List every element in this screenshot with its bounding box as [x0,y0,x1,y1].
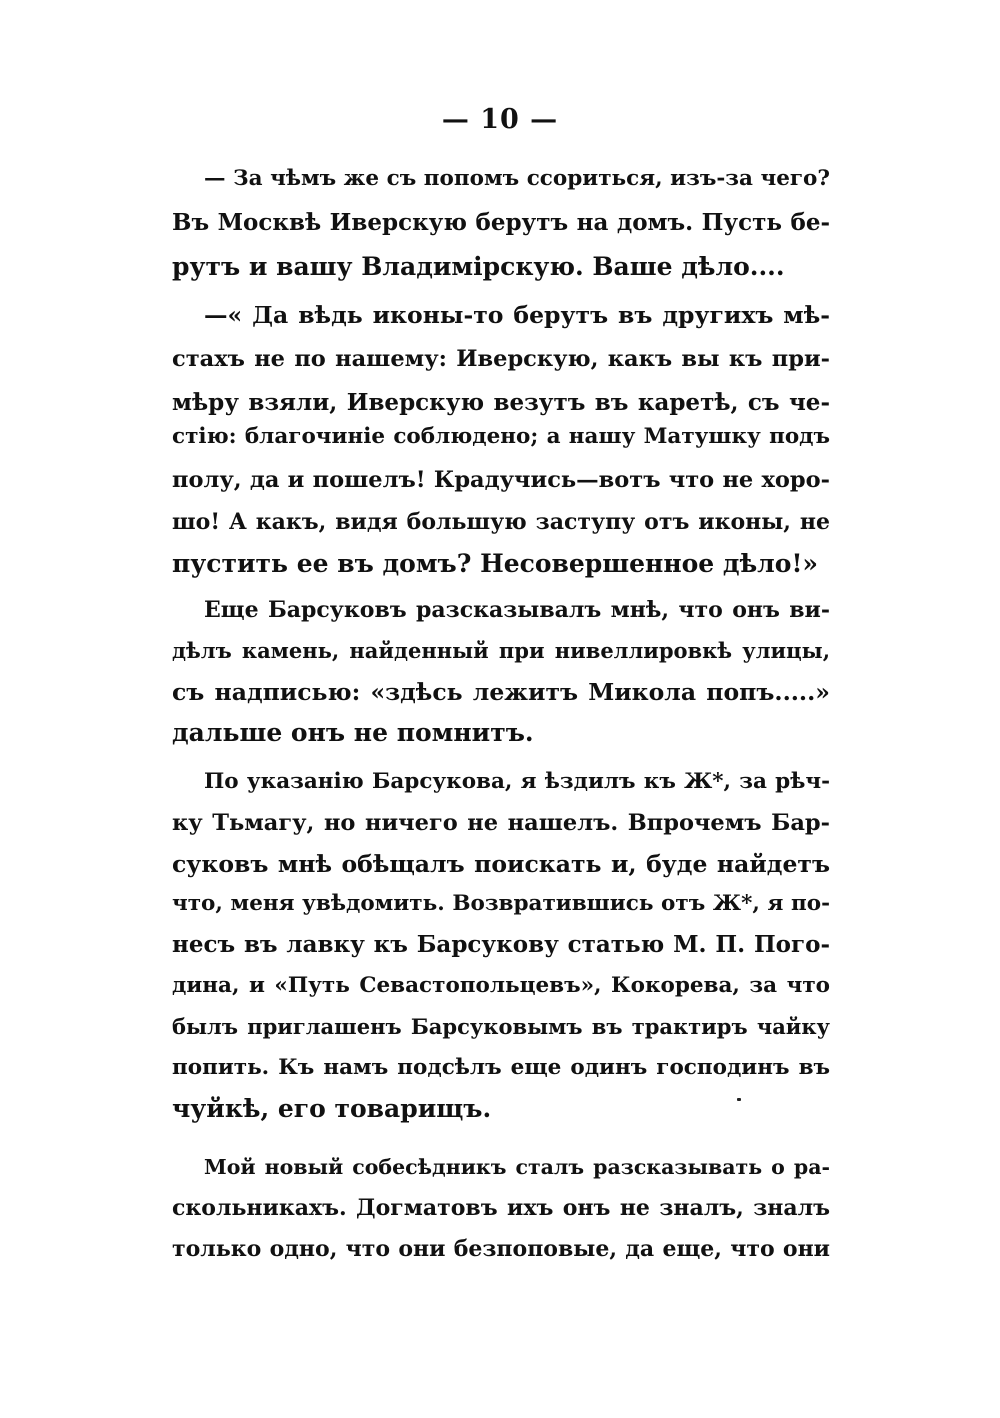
text-line: дѣлъ камень, найденный при нивеллировкѣ улицы, [172,638,830,663]
text-line: что, меня увѣдомить. Возвратившись отъ Ж*, я по- [172,891,830,916]
text-line: стію: благочиніе соблюдено; а нашу Матушку подъ [172,424,830,449]
text-line: мѣру взяли, Иверскую везутъ въ каретѣ, съ че- [172,389,830,416]
text-line: полу, да и пошелъ! Крадучись—вотъ что не хоро- [172,467,830,493]
text-line: Мой новый собесѣдникъ сталъ разсказывать о ра- [204,1155,830,1179]
text-line: скольникахъ. Догматовъ ихъ онъ не зналъ, зналъ [172,1195,830,1221]
text-line: съ надписью: «здѣсь лежитъ Микола попъ.....» [172,678,830,706]
text-line: суковъ мнѣ обѣщалъ поискать и, буде найдетъ [172,850,830,878]
page-number: — 10 — [441,104,559,135]
text-line: Еще Барсуковъ разсказывалъ мнѣ, что онъ ви- [204,597,830,623]
text-line: стахъ не по нашему: Иверскую, какъ вы къ при- [172,346,830,372]
text-line: пустить ее въ домъ? Несовершенное дѣло!» [172,549,819,578]
text-line: несъ въ лавку къ Барсукову статью М. П. Пого- [172,931,830,958]
text-line: ку Тьмагу, но ничего не нашелъ. Впрочемъ Бар- [172,810,830,836]
text-line: былъ приглашенъ Барсуковымъ въ трактиръ чайку [172,1014,830,1039]
text-line: По указанію Барсукова, я ѣздилъ къ Ж*, за рѣч- [204,769,830,794]
text-line: —« Да вѣдь иконы-то берутъ въ другихъ мѣ- [204,301,830,329]
text-line: дина, и «Путь Севастопольцевъ», Кокорева, за что [172,973,830,998]
print-speck [737,1098,741,1101]
text-line: попить. Къ намъ подсѣлъ еще одинъ господинъ въ [172,1055,830,1080]
text-line: шо! А какъ, видя большую заступу отъ иконы, не [172,509,830,535]
text-line: — За чѣмъ же съ попомъ ссориться, изъ-за чего? [204,166,830,191]
text-line: только одно, что они безпоповые, да еще, что они [172,1236,830,1262]
text-line: дальше онъ не помнитъ. [172,718,534,747]
text-line: Въ Москвѣ Иверскую берутъ на домъ. Пусть бе- [172,209,830,236]
text-line: чуйкѣ, его товарищъ. [172,1094,492,1123]
text-line: рутъ и вашу Владимірскую. Ваше дѣло.... [172,252,785,281]
